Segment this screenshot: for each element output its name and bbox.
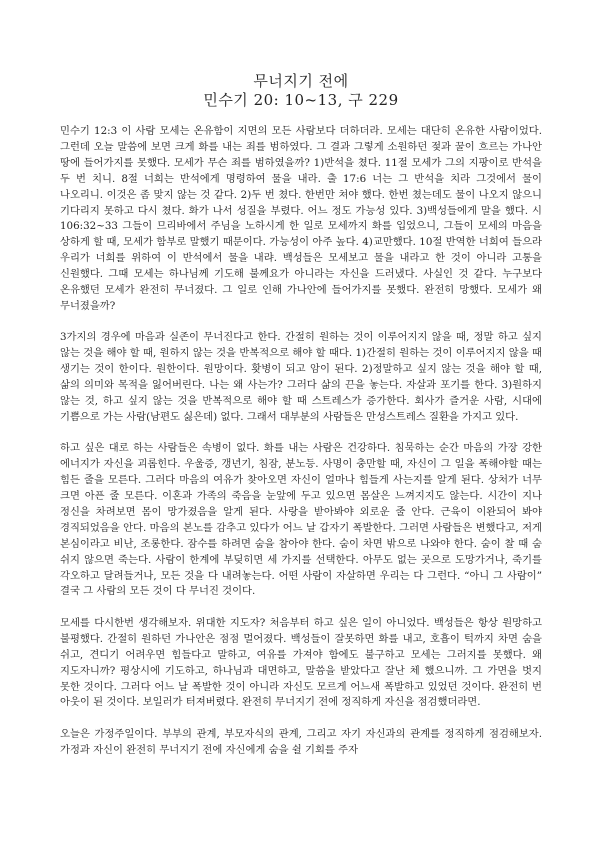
- paragraph-2: 3가지의 경우에 마음과 실존이 무너진다고 한다. 간절히 원하는 것이 이루어지지 않을 때, 정말 하고 싶지 않는 것을 해야 할 때, 원하지 않는 것을 반복적으로 해야 할 때다. 1)간절히 원하는 것이 이루어지지 않을 때 생기는 것이 한이다. 원한이다. 원망이다. 홧병이 되고 암이 된다. 2)정말하고 싶지 않는 것을 해야 할 때, 삶의 의미와 목적을 잃어버린다. 나는 왜 사는가? 그러다 삶의 끈을 놓는다. 자살과 포기를 한다. 3)원하지 않는 것, 하고 싶지 않는 것을 반복적으로 해야 할 때 스트레스가 증가한다. 회사가 즐거운 사람, 시대에 기쁨으로 가는 사람(남편도 싫은데) 없다. 그래서 대부분의 사람들은 만성스트레스 질환을 가지고 있다.: [60, 331, 542, 423]
- paragraph-5: 오늘은 가정주일이다. 부부의 관계, 부모자식의 관계, 그리고 자기 자신과의 관계를 정직하게 점검해보자. 가정과 자신이 완전히 무너지기 전에 자신에게 숨을 쉴 기회를 주자: [60, 727, 542, 756]
- paragraph-1: 민수기 12:3 이 사람 모세는 온유함이 지면의 모든 사람보다 더하더라. 모세는 대단히 온유한 사람이었다. 그런데 오늘 말씀에 보면 크게 화를 내는 죄를 범하였다. 그 결과 그렇게 소원하던 젖과 꿀이 흐르는 가나안 땅에 들어가지를 못했다. 모세가 무슨 죄를 범하였을까? 1)반석을 쳤다. 11절 모세가 그의 지팡이로 반석을 두 번 치니. 8절 너희는 반석에게 명령하여 물을 내라. 출 17:6 너는 그 반석을 치라 그것에서 물이 나오리니. 이것은 좀 맞지 않는 것 같다. 2)두 번 쳤다. 한번만 쳐야 했다. 한번 쳤는데도 물이 나오지 않으니 기다리지 못하고 다시 쳤다. 화가 나서 성질을 부렸다. 어느 정도 가능성 있다. 3)백성들에게 말을 했다. 시 106:32~33 그들이 므리바에서 주님을 노하시게 한 일로 모세까지 화를 입었으니, 그들이 모세의 마음을 상하게 할 때, 모세가 함부로 말했기 때문이다. 가능성이 아주 높다. 4)교만했다. 10절 반역한 너희여 들으라 우리가 너희를 위하여 이 반석에서 물을 내랴. 백성들은 모세보고 물을 내라고 한 것이 아니라 고통을 신원했다. 그때 모세는 하나님께 기도해 불께요가 아니라는 자신을 드러냈다. 사실인 것 같다. 누구보다 온유했던 모세가 완전히 무너졌다. 그 일로 인해 가나안에 들어가지를 못했다. 완전히 망했다. 모세가 왜 무너졌을까?: [60, 125, 542, 312]
- paragraph-4: 모세를 다시한번 생각해보자. 위대한 지도자? 처음부터 하고 싶은 일이 아니었다. 백성들은 항상 원망하고 불평했다. 간절히 원하던 가나안은 점점 멀어졌다. 백성들이 잘못하면 화를 내고, 호흡이 턱까지 차면 숨을 쉬고, 견디기 어려우면 힘들다고 말하고, 여유를 가져야 함에도 불구하고 모세는 그러지를 못했다. 왜 지도자니까? 평상시에 기도하고, 하나님과 대면하고, 말씀을 받았다고 잘난 체 했으니까. 그 가면을 벗지 못한 것이다. 그러다 어느 날 폭발한 것이 아니라 자신도 모르게 어느새 폭발하고 있었던 것이다. 완전히 번 아웃이 된 것이다. 보일러가 터져버렸다. 완전히 무너지기 전에 정직하게 자신을 점검했더라면.: [60, 616, 542, 709]
- scripture-reference: 민수기 20: 10~13, 구 229: [203, 91, 399, 109]
- paragraph-3: 하고 싶은 대로 하는 사람들은 속병이 없다. 화를 내는 사람은 건강하다. 침묵하는 순간 마음의 가장 강한 에너지가 자신을 괴롭힌다. 우울증, 갱년기, 침잠, 분노등. 사명이 충만할 때, 자신이 그 일을 폭해야할 때는 힘든 줄을 모른다. 그러다 마음의 여유가 찾아오면 자신이 얼마나 힘들게 사는지를 알게 된다. 상처가 너무 크면 아픈 줄 모른다. 이혼과 가족의 죽음을 눈앞에 두고 있으면 몸살은 느껴지지도 않는다. 시간이 지나 정신을 차려보면 몸이 망가졌음을 알게 된다. 사랑을 받아봐야 외로운 줄 안다. 근육이 이완되어 봐야 경직되었음을 안다. 마음의 본노를 감추고 있다가 어느 날 갑자기 폭발한다. 그러면 사람들은 변했다고, 저게 본심이라고 비난, 조롱한다. 잠수를 하려면 숨을 참아야 한다. 숨이 차면 밖으로 나와야 한다. 숨이 찰 때 숨 쉬지 않으면 죽는다. 사람이 한계에 부딪히면 세 가지를 선택한다. 아무도 없는 곳으로 도망가거나, 죽기를 각오하고 달려들거나, 모든 것을 다 내려놓는다. 어떤 사람이 자살하면 우리는 다 그런다. “아니 그 사람이” 결국 그 사람의 모든 것이 다 무너진 것이다.: [60, 442, 542, 598]
- sermon-title: 무너지기 전에: [253, 72, 349, 90]
- title-block: [60, 72, 542, 110]
